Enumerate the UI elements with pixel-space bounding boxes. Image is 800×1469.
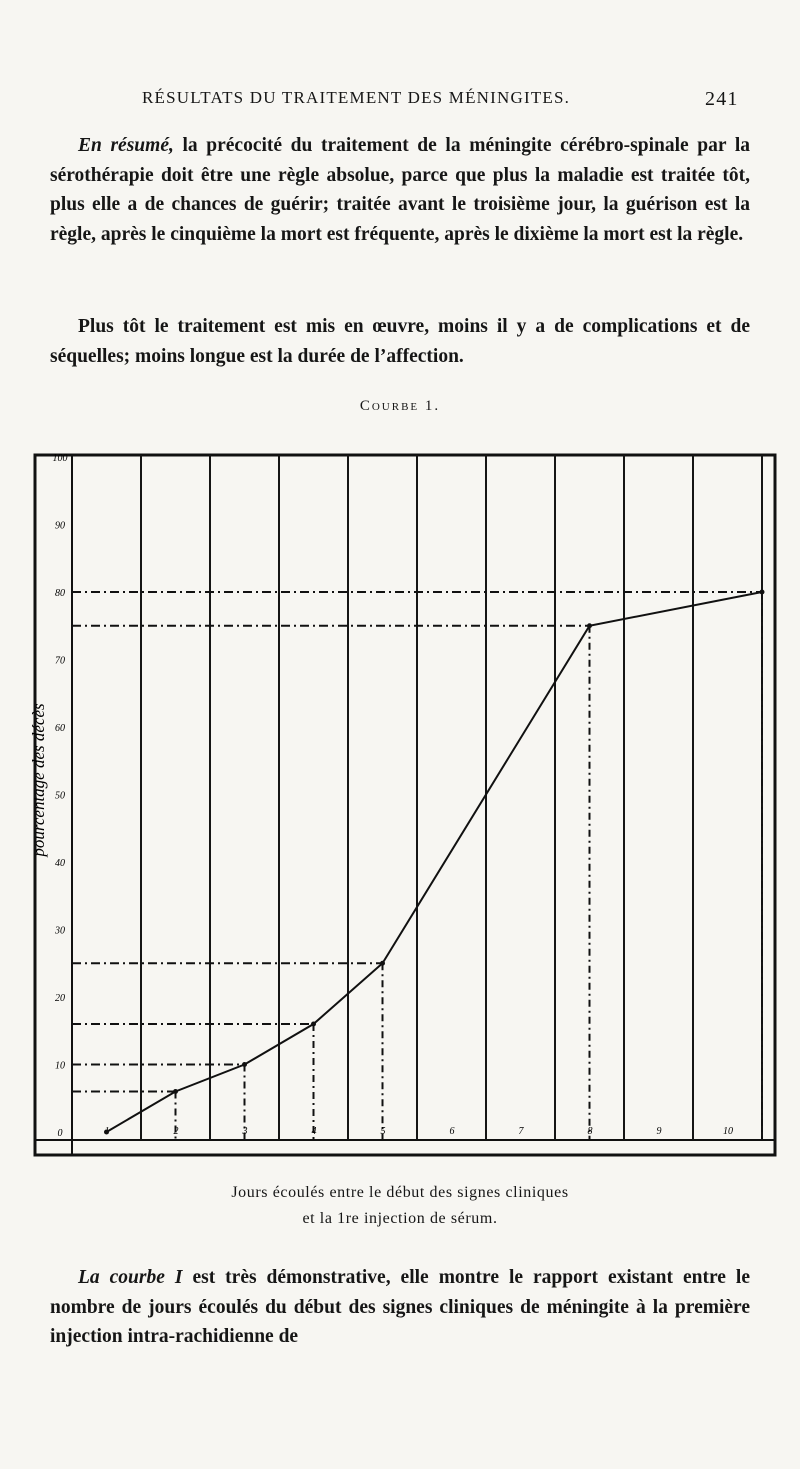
y-tick-label: 0: [57, 1128, 63, 1139]
paragraph-curve-description: [50, 1263, 750, 1352]
y-tick-label: 40: [55, 858, 65, 869]
running-header: [0, 88, 800, 118]
x-tick-label: 9: [656, 1126, 662, 1137]
figure-caption: [150, 1180, 650, 1232]
x-tick-label: 10: [723, 1126, 733, 1137]
x-tick-label: 2: [173, 1126, 179, 1137]
curve-lead: La courbe I: [78, 1267, 183, 1288]
complications-body: Plus tôt le traitement est mis en œuvre, moins il y a de complications et de séquelles; moins longue est la durée de l’affection.: [50, 316, 750, 367]
mortality-curve: [107, 592, 763, 1132]
y-tick-label: 30: [55, 925, 65, 937]
caption-line-2: et la 1re injection de sérum.: [302, 1210, 498, 1227]
y-axis-label: pourcentage des décès: [29, 703, 48, 857]
x-tick-label: 7: [518, 1126, 524, 1137]
x-tick-label: 4: [311, 1126, 317, 1137]
x-tick-label: 5: [380, 1126, 386, 1137]
y-tick-label: 50: [55, 790, 65, 802]
curve-body: est très démonstrative, elle montre le rapport existant entre le nombre de jours écoulés du début des signes cliniques de méningite à la première injection intra-rachidienne de: [50, 1267, 750, 1347]
page-number: 241: [705, 88, 739, 110]
y-tick-label: 80: [55, 588, 65, 599]
running-title: RÉSULTATS DU TRAITEMENT DES MÉNINGITES.: [142, 88, 571, 107]
x-tick-label: 3: [242, 1126, 248, 1137]
caption-line-1: Jours écoulés entre le début des signes cliniques: [231, 1184, 569, 1201]
data-point: [380, 961, 385, 966]
data-point: [173, 1089, 178, 1094]
chart-frame: [35, 455, 775, 1155]
y-tick-label: 60: [55, 723, 65, 734]
paragraph-summary: [50, 131, 750, 249]
y-tick-label: 70: [55, 655, 65, 667]
x-tick-label: 6: [449, 1126, 455, 1137]
y-tick-label: 10: [55, 1060, 65, 1072]
summary-body: la précocité du traitement de la méningite cérébro-spinale par la sérothérapie doit être une règle absolue, parce que plus la maladie est traitée tôt, plus elle a de chances de guérir; traitée avant le troisième jour, la guérison est la règle, après le cinquième la mort est fréquente, après le dixième la mort est la règle.: [50, 135, 750, 245]
data-point: [587, 623, 592, 628]
y-tick-label: 100: [52, 453, 68, 464]
x-tick-label: 8: [587, 1126, 593, 1137]
summary-lead: En résumé,: [78, 135, 174, 156]
y-tick-label: 20: [55, 993, 65, 1004]
paragraph-complications: [50, 312, 750, 371]
data-point: [760, 590, 765, 595]
figure-title: Courbe 1.: [359, 398, 441, 414]
data-point: [311, 1022, 316, 1027]
data-point: [242, 1062, 247, 1067]
curve-chart: [0, 440, 800, 1180]
data-point: [104, 1130, 109, 1135]
y-tick-label: 90: [55, 520, 65, 532]
